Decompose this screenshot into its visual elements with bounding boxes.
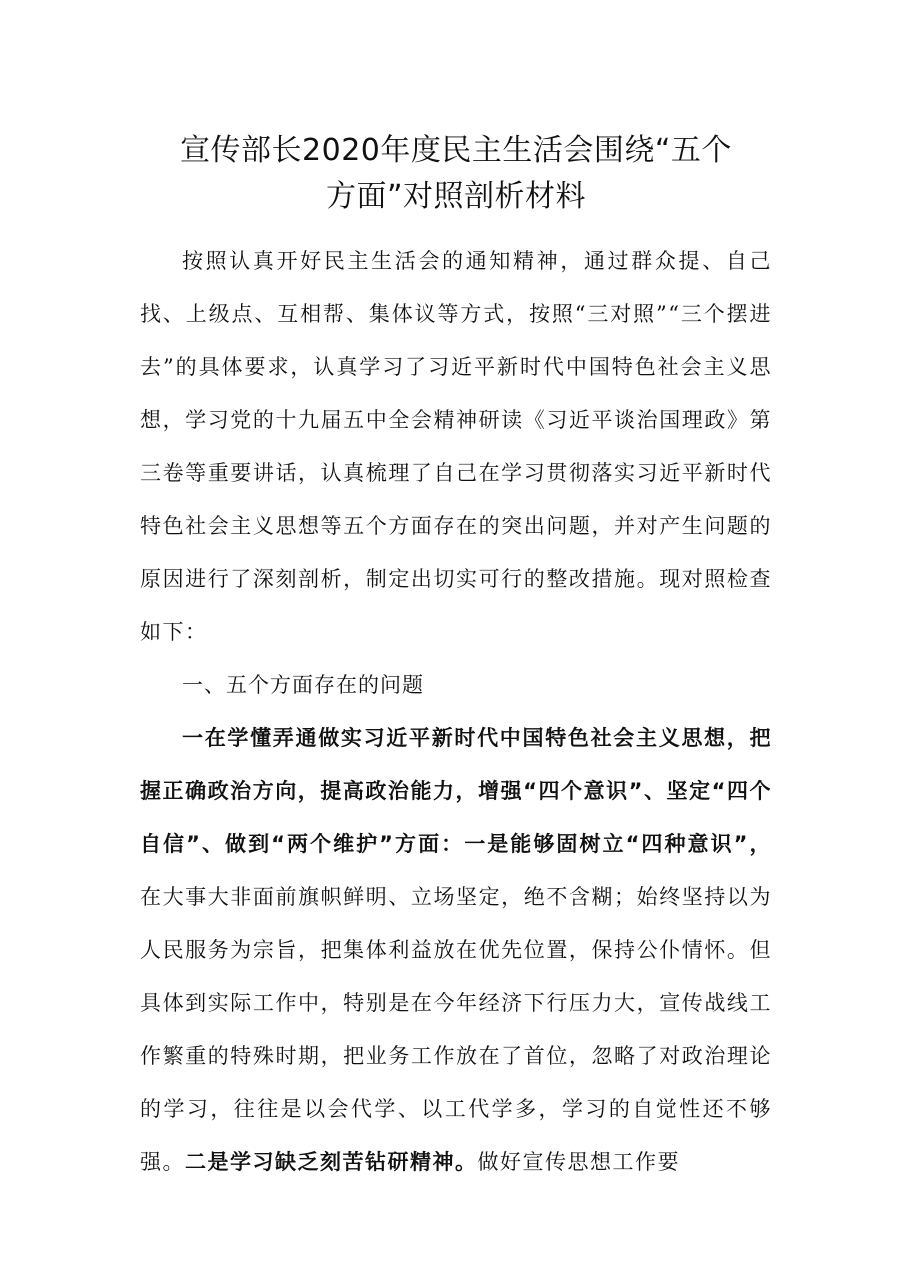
problem-text-2: 做好宣传思想工作要	[477, 1150, 680, 1174]
title-line-1: 宣传部长2020年度民主生活会围绕“五个	[180, 133, 732, 168]
title-line-2: 方面”对照剖析材料	[325, 179, 587, 214]
problem-heading-bold: 一在学懂弄通做实习近平新时代中国特色社会主义思想，把握正确政治方向，提高政治能力，增强“四个意识”、坚定“四个自信”、做到“两个维护”方面：一是能够固树立“四种意识”，	[140, 726, 772, 856]
problem-point-two-bold: 二是学习缺乏刻苦钻研精神。	[185, 1150, 478, 1174]
document-title	[140, 128, 772, 220]
document-page	[140, 128, 772, 1189]
problem-text-1: 在大事大非面前旗帜鲜明、立场坚定，绝不含糊；始终坚持以为人民服务为宗旨，把集体利益放在优先位置，保持公仆情怀。但具体到实际工作中，特别是在今年经济下行压力大，宣传战线工作繁重的特殊时期，把业务工作放在了首位，忽略了对政治理论的学习，往往是以会代学、以工代学多，学习的自觉性还不够强。	[140, 885, 772, 1174]
intro-paragraph: 按照认真开好民主生活会的通知精神，通过群众提、自己找、上级点、互相帮、集体议等方式，按照“三对照”“三个摆进去”的具体要求，认真学习了习近平新时代中国特色社会主义思想，学习党的十九届五中全会精神研读《习近平谈治国理政》第三卷等重要讲话，认真梳理了自己在学习贯彻落实习近平新时代特色社会主义思想等五个方面存在的突出问题，并对产生问题的原因进行了深刻剖析，制定出切实可行的整改措施。现对照检查如下：	[140, 249, 772, 644]
problem-paragraph	[140, 712, 772, 1189]
section-heading: 一、五个方面存在的问题	[182, 673, 424, 697]
